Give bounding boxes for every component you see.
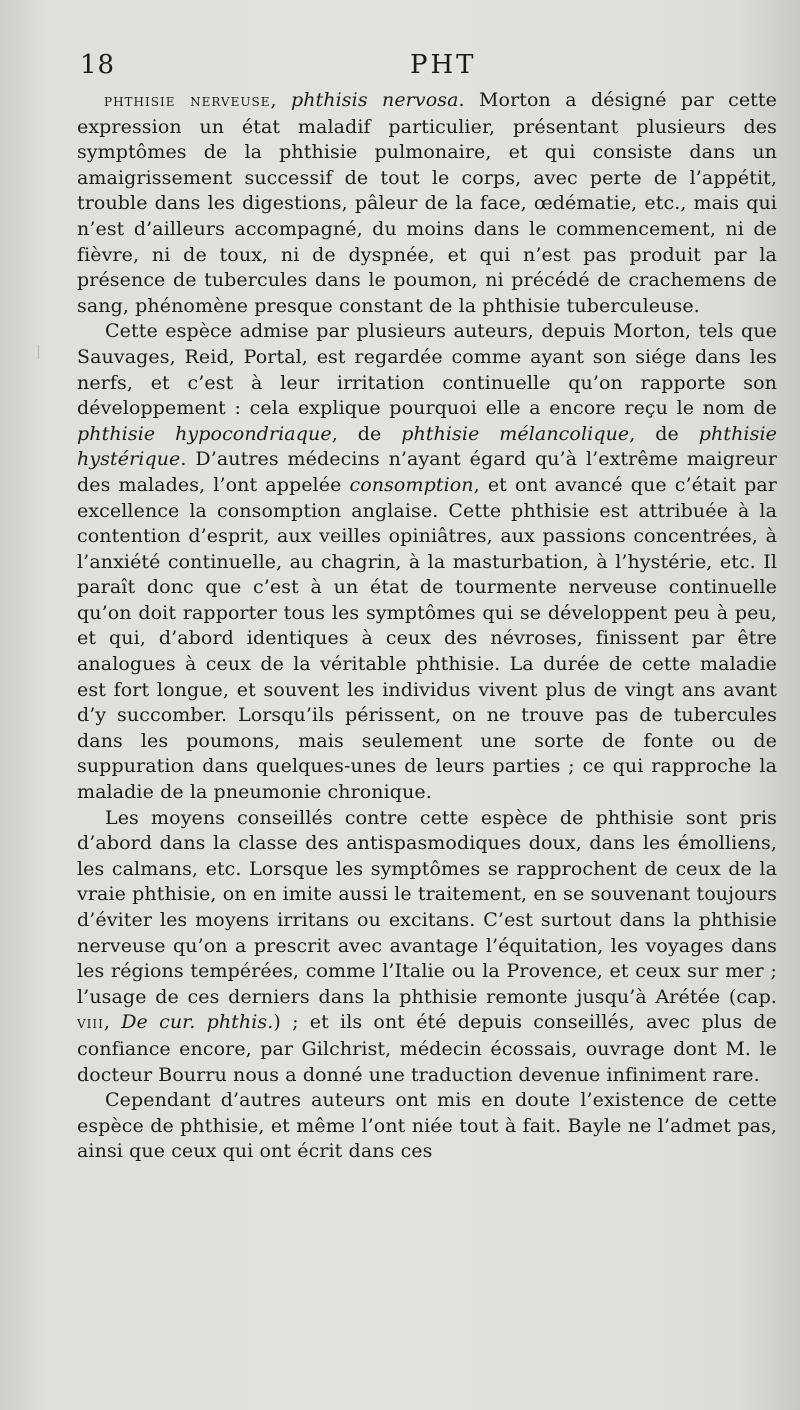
running-head: PHT — [410, 50, 477, 80]
paragraph-1: phthisie nerveuse, phthisis nervosa. Morton a désigné par cette expression un état maladif particulier, présentant plusieurs des symptômes de la phthisie pulmonaire, et qui consiste dans un amaigrissement successif de tout le corps, avec perte de l’appétit, trouble dans les digestions, pâleur de la face, œdématie, etc., mais qui n’est d’ailleurs accompagné, du moins dans le commencement, ni de fièvre, ni de toux, ni de dyspnée, et qui n’est pas produit par la présence de tubercules dans le poumon, ni précédé de crachemens de sang, phénomène presque constant de la phthisie tuberculeuse. — [77, 89, 777, 317]
page-header — [80, 50, 750, 90]
paragraph-4: Cependant d’autres auteurs ont mis en doute l’existence de cette espèce de phthisie, et même l’ont niée tout à fait. Bayle ne l’admet pas, ainsi que ceux qui ont écrit dans ces — [77, 1089, 777, 1163]
article-body — [77, 88, 777, 1165]
latin-term: phthisis nervosa — [290, 89, 459, 111]
margin-mark — [38, 345, 39, 359]
paragraph-3: Les moyens conseillés contre cette espèce de phthisie sont pris d’abord dans la classe des antispasmodiques doux, dans les émolliens, les calmans, etc. Lorsque les symptômes se rapprochent de ceux de la vraie phthisie, on en imite aussi le traitement, en se souvenant toujours d’éviter les moyens irritans ou excitans. C’est surtout dans la phthisie nerveuse qu’on a prescrit avec avantage l’équitation, les voyages dans les régions tempérées, comme l’Italie ou la Provence, et ceux sur mer ; l’usage de ces derniers dans la phthisie remonte jusqu’à Arétée (cap. viii, De cur. phthis.) ; et ils ont été depuis conseillés, avec plus de confiance encore, par Gilchrist, médecin écossais, ouvrage dont M. le docteur Bourru nous a donné une traduction devenue infiniment rare. — [77, 806, 778, 1086]
page-number: 18 — [80, 50, 116, 80]
paragraph-2: Cette espèce admise par plusieurs auteurs, depuis Morton, tels que Sauvages, Reid, Portal, est regardée comme ayant son siége dans les nerfs, et c’est à leur irritation continuelle qu’on rapporte son développement : cela explique pourquoi elle a encore reçu le nom de phthisie hypocondriaque, de phthisie mélancolique, de phthisie hystérique. D’autres médecins n’ayant égard qu’à l’extrême maigreur des malades, l’ont appelée consomption, et ont avancé que c’était par excellence la consomption anglaise. Cette phthisie est attribuée à la contention d’esprit, aux veilles opiniâtres, aux passions concentrées, à l’anxiété continuelle, au chagrin, à la masturbation, à l’hystérie, etc. Il paraît donc que c’est à un état de tourmente nerveuse continuelle qu’on doit rapporter tous les symptômes qui se développent peu à peu, et qui, d’abord identiques à ceux des névroses, finissent par être analogues à ceux de la véritable phthisie. La durée de cette maladie est fort longue, et souvent les individus vivent plus de vingt ans avant d’y succomber. Lorsqu’ils périssent, on ne trouve pas de tubercules dans les poumons, mais seulement une sorte de fonte ou de suppuration dans quelques-unes de leurs parties ; ce qui rapproche la maladie de la pneumonie chronique. — [77, 320, 777, 804]
headword: phthisie nerveuse — [104, 91, 271, 111]
